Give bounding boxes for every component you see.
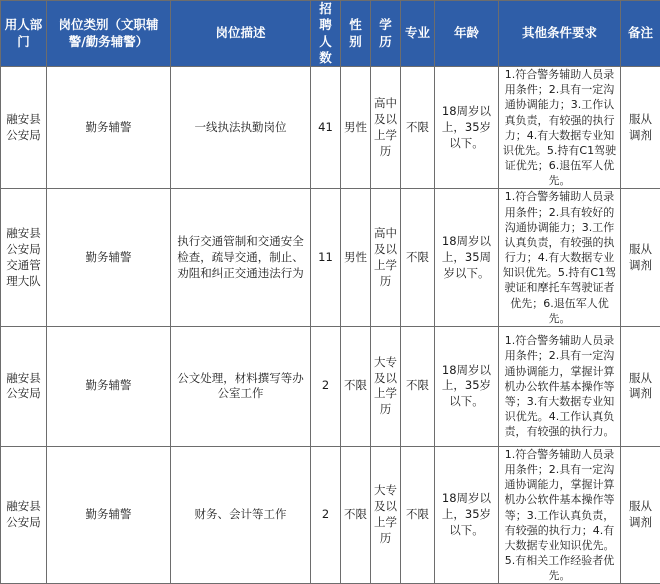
header-category: 岗位类别（文职辅警/勤务辅警）: [47, 1, 171, 67]
cell-major: 不限: [401, 446, 435, 584]
cell-note: 服从调剂: [621, 67, 660, 189]
table-row: [1, 67, 660, 189]
cell-dept: 融安县公安局: [1, 67, 47, 189]
header-education: 学历: [371, 1, 401, 67]
cell-education: 大专及以上学历: [371, 446, 401, 584]
header-dept: 用人部门: [1, 1, 47, 67]
cell-other: 1.符合警务辅助人员录用条件；2.具有一定沟通协调能力；3.工作认真负责，有较强的执行力；4.有大数据专业知识优先。5.持有C1驾驶证优先；6.退伍军人优先。: [499, 67, 621, 189]
header-major: 专业: [401, 1, 435, 67]
cell-category: 勤务辅警: [47, 326, 171, 446]
cell-desc: 执行交通管制和交通安全检查，疏导交通，制止、劝阻和纠正交通违法行为: [171, 189, 311, 327]
cell-note: 服从调剂: [621, 446, 660, 584]
cell-count: 2: [311, 326, 341, 446]
cell-category: 勤务辅警: [47, 189, 171, 327]
cell-desc: 财务、会计等工作: [171, 446, 311, 584]
cell-gender: 不限: [341, 326, 371, 446]
cell-dept: 融安县公安局: [1, 446, 47, 584]
cell-education: 高中及以上学历: [371, 189, 401, 327]
cell-education: 高中及以上学历: [371, 67, 401, 189]
header-desc: 岗位描述: [171, 1, 311, 67]
cell-note: 服从调剂: [621, 189, 660, 327]
cell-major: 不限: [401, 326, 435, 446]
cell-count: 11: [311, 189, 341, 327]
table-row: [1, 326, 660, 446]
cell-desc: 一线执法执勤岗位: [171, 67, 311, 189]
cell-gender: 男性: [341, 189, 371, 327]
header-count: 招聘人数: [311, 1, 341, 67]
header-note: 备注: [621, 1, 660, 67]
cell-other: 1.符合警务辅助人员录用条件；2.具有一定沟通协调能力，掌握计算机办公软件基本操作等等；3.工作认真负责，有较强的执行力；4.有大数据专业知识优先。5.有相关工作经验者优先。: [499, 446, 621, 584]
table-row: [1, 189, 660, 327]
cell-other: 1.符合警务辅助人员录用条件；2.具有较好的沟通协调能力；3.工作认真负责，有较强的执行力；4.有大数据专业知识优先。5.持有C1驾驶证和摩托车驾驶证者优先；6.退伍军人优先。: [499, 189, 621, 327]
header-age: 年龄: [435, 1, 499, 67]
cell-count: 41: [311, 67, 341, 189]
cell-dept: 融安县公安局交通管理大队: [1, 189, 47, 327]
cell-education: 大专及以上学历: [371, 326, 401, 446]
cell-age: 18周岁以上，35岁以下。: [435, 67, 499, 189]
cell-major: 不限: [401, 67, 435, 189]
header-row: [1, 1, 660, 67]
cell-other: 1.符合警务辅助人员录用条件；2.具有一定沟通协调能力，掌握计算机办公软件基本操作等等；3.有大数据专业知识优先。4.工作认真负责，有较强的执行力。: [499, 326, 621, 446]
cell-desc: 公文处理，材料撰写等办公室工作: [171, 326, 311, 446]
cell-age: 18周岁以上，35周岁以下。: [435, 189, 499, 327]
cell-major: 不限: [401, 189, 435, 327]
cell-age: 18周岁以上，35岁以下。: [435, 326, 499, 446]
header-gender: 性别: [341, 1, 371, 67]
cell-category: 勤务辅警: [47, 67, 171, 189]
cell-category: 勤务辅警: [47, 446, 171, 584]
cell-count: 2: [311, 446, 341, 584]
table-row: [1, 446, 660, 584]
cell-gender: 男性: [341, 67, 371, 189]
cell-gender: 不限: [341, 446, 371, 584]
cell-age: 18周岁以上，35岁以下。: [435, 446, 499, 584]
cell-note: 服从调剂: [621, 326, 660, 446]
header-other: 其他条件要求: [499, 1, 621, 67]
cell-dept: 融安县公安局: [1, 326, 47, 446]
